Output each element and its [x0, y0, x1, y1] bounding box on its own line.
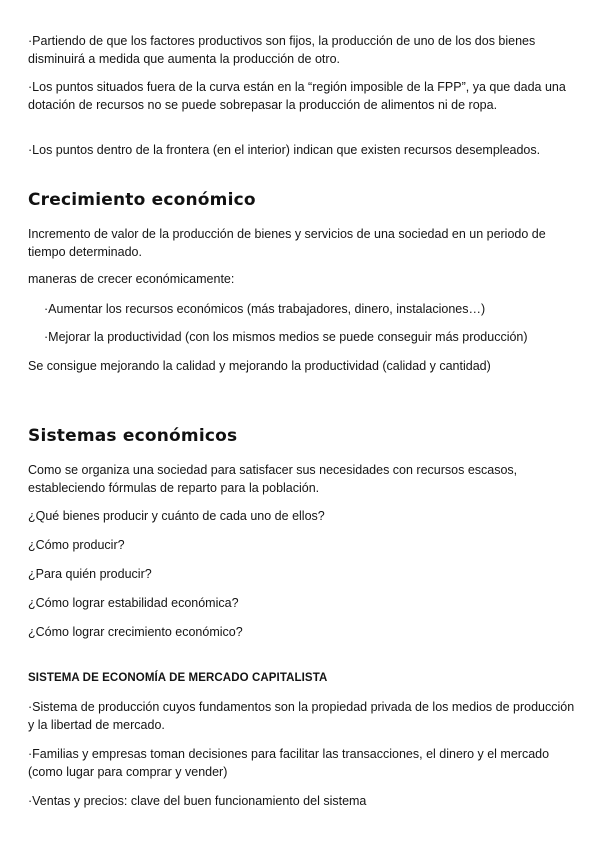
section-heading-crecimiento: Crecimiento económico: [28, 190, 256, 210]
intro-paragraph-2: ·Los puntos situados fuera de la curva están en la “región imposible de la FPP”, ya que dada una dotación de recursos no se puede sobrepasar la producción de alimentos ni de ropa.: [28, 80, 566, 112]
capitalista-point: ·Sistema de producción cuyos fundamentos son la propiedad privada de los medios de producción y la libertad de mercado.: [28, 700, 575, 732]
crecimiento-ways-intro: maneras de crecer económicamente:: [28, 272, 235, 286]
capitalista-point: ·Familias y empresas toman decisiones para facilitar las transacciones, el dinero y el mercado (como lugar para comprar y vender): [28, 747, 550, 779]
crecimiento-way-item: ·Mejorar la productividad (con los mismos medios se puede conseguir más producción): [44, 330, 528, 344]
crecimiento-definition: Incremento de valor de la producción de bienes y servicios de una sociedad en un periodo de tiempo determinado.: [28, 227, 546, 259]
section-heading-capitalista: SISTEMA DE ECONOMÍA DE MERCADO CAPITALISTA: [28, 672, 328, 684]
capitalista-point: ·Ventas y precios: clave del buen funcionamiento del sistema: [28, 794, 367, 808]
intro-paragraph-1: ·Partiendo de que los factores productivos son fijos, la producción de uno de los dos bienes disminuirá a medida que aumenta la producción de otro.: [28, 34, 536, 66]
section-heading-sistemas: Sistemas económicos: [28, 426, 238, 446]
sistemas-definition: Como se organiza una sociedad para satisfacer sus necesidades con recursos escasos, estableciendo fórmulas de reparto para la población.: [28, 463, 518, 495]
sistemas-question: ¿Cómo lograr estabilidad económica?: [28, 596, 239, 610]
crecimiento-way-item: ·Aumentar los recursos económicos (más trabajadores, dinero, instalaciones…): [44, 302, 486, 316]
sistemas-question: ¿Qué bienes producir y cuánto de cada uno de ellos?: [28, 509, 325, 523]
intro-paragraph-3: ·Los puntos dentro de la frontera (en el interior) indican que existen recursos desempleados.: [28, 143, 541, 157]
crecimiento-conclusion: Se consigue mejorando la calidad y mejorando la productividad (calidad y cantidad): [28, 359, 491, 373]
sistemas-question: ¿Cómo lograr crecimiento económico?: [28, 625, 243, 639]
sistemas-question: ¿Cómo producir?: [28, 538, 125, 552]
sistemas-question: ¿Para quién producir?: [28, 567, 152, 581]
